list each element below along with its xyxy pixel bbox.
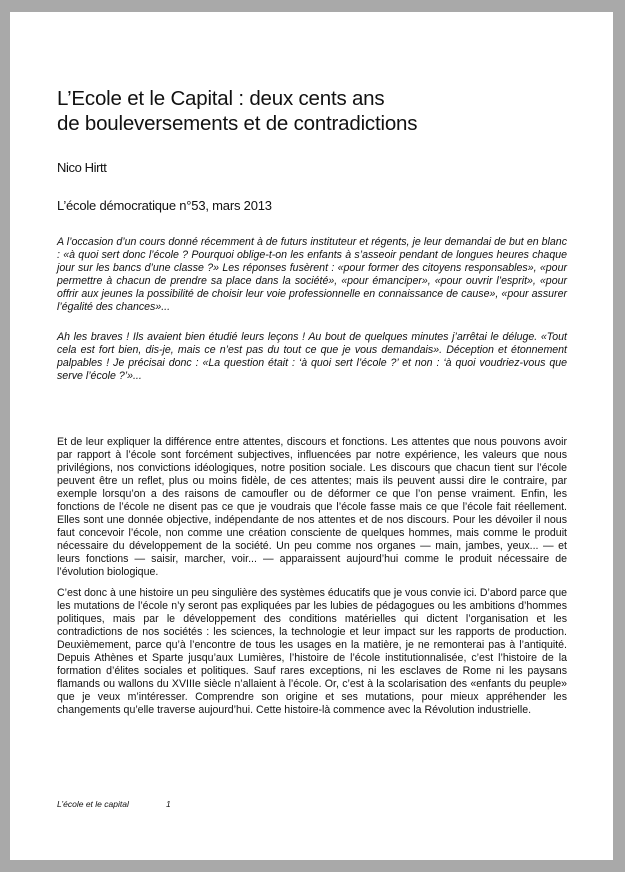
intro-paragraph-1: A l’occasion d’un cours donné récemment à de futurs instituteur et régents, je leur demandai de but en blanc : «à quoi sert donc l’école ? Pourquoi oblige-t-on les enfants à s’asseoir pendant de longues heures chaque jour sur les bancs d’une classe ?» Les réponses fusèrent : «pour former des citoyens responsables», «pour permettre à chacun de prendre sa place dans la société», «pour émanciper», «pour ouvrir l’esprit», «pour offrir aux jeunes la possibilité de choisir leur voie professionnelle en connaissance de cause», «pour assurer l’égalité des chances»... xyxy=(57,236,567,314)
publication-source: L’école démocratique n°53, mars 2013 xyxy=(57,198,272,213)
document-title xyxy=(57,86,417,136)
title-line-2: de bouleversements et de contradictions xyxy=(57,112,418,135)
intro-paragraph-2: Ah les braves ! Ils avaient bien étudié leurs leçons ! Au bout de quelques minutes j’arrêtai le déluge. «Tout cela est fort bien, dis-je, mais ce n’est pas du tout ce que je vous demandais». Déception et étonnement palpables ! Je précisai donc : «La question était : ‘à quoi sert l’école ?’ et non : ‘à quoi voudriez-vous que serve l’école ?’»... xyxy=(57,331,567,383)
footer-page-number: 1 xyxy=(166,799,171,809)
footer-running-title: L’école et le capital xyxy=(57,799,129,809)
body-paragraph-2: C’est donc à une histoire un peu singulière des systèmes éducatifs que je vous convie ici. D’abord parce que les mutations de l’école n’y seront pas expliquées par les lubies de pédagogues ou les ambitions d’hommes politiques, mais par le développement des conditions matérielles qui dictent l’organisation et les contradictions de nos sociétés : les sciences, la technologie et leur impact sur les rapports de production. Deuxièmement, parce qu’à l’encontre de tous les usages en la matière, je ne remonterai pas à l’antiquité. Depuis Athènes et Sparte jusqu’aux Lumières, l’histoire de l’école institutionnalisée, c’est l’histoire de la formation d’élites sociales et politiques. Sauf rares exceptions, ni les esclaves de Rome ni les paysans flamands ou wallons du XVIIIe siècle n’allaient à l’école. Or, c’est à la scolarisation des «enfants du peuple» que je veux m’intéresser. Comprendre son origine et ses mutations, pour mieux appréhender les changements qu’elle traverse aujourd’hui. Cette histoire-là commence avec la Révolution industrielle. xyxy=(57,587,567,717)
page-footer xyxy=(57,799,171,809)
author-name: Nico Hirtt xyxy=(57,160,107,175)
body-paragraph-1: Et de leur expliquer la différence entre attentes, discours et fonctions. Les attentes que nous pouvons avoir par rapport à l’école sont forcément subjectives, influencées par notre expérience, les valeurs que nous privilégions, nos convictions idéologiques, notre position sociale. Les discours que chacun tient sur l’école peuvent être un reflet, plus ou moins fidèle, de ces attentes; mais ils peuvent aussi dire le contraire, par exemple lorsqu’on a des raisons de camoufler ou de déformer ce que l’on pense vraiment. Enfin, les fonctions de l’école ne disent pas ce que je voudrais que l’école fasse mais ce que l’école fait réellement. Elles sont une donnée objective, indépendante de nos attentes et de nos discours. Pour les dévoiler il nous faut concevoir l’école, non comme une création consciente de quelques hommes, mais comme le produit nécessaire du développement de la société. Un peu comme nos organes — main, jambes, yeux... — et leurs fonctions — saisir, marcher, voir... — apparaissent aujourd’hui comme le produit nécessaire de l’évolution biologique. xyxy=(57,436,567,579)
title-line-1: L’Ecole et le Capital : deux cents ans xyxy=(57,87,385,110)
document-page xyxy=(10,12,613,860)
